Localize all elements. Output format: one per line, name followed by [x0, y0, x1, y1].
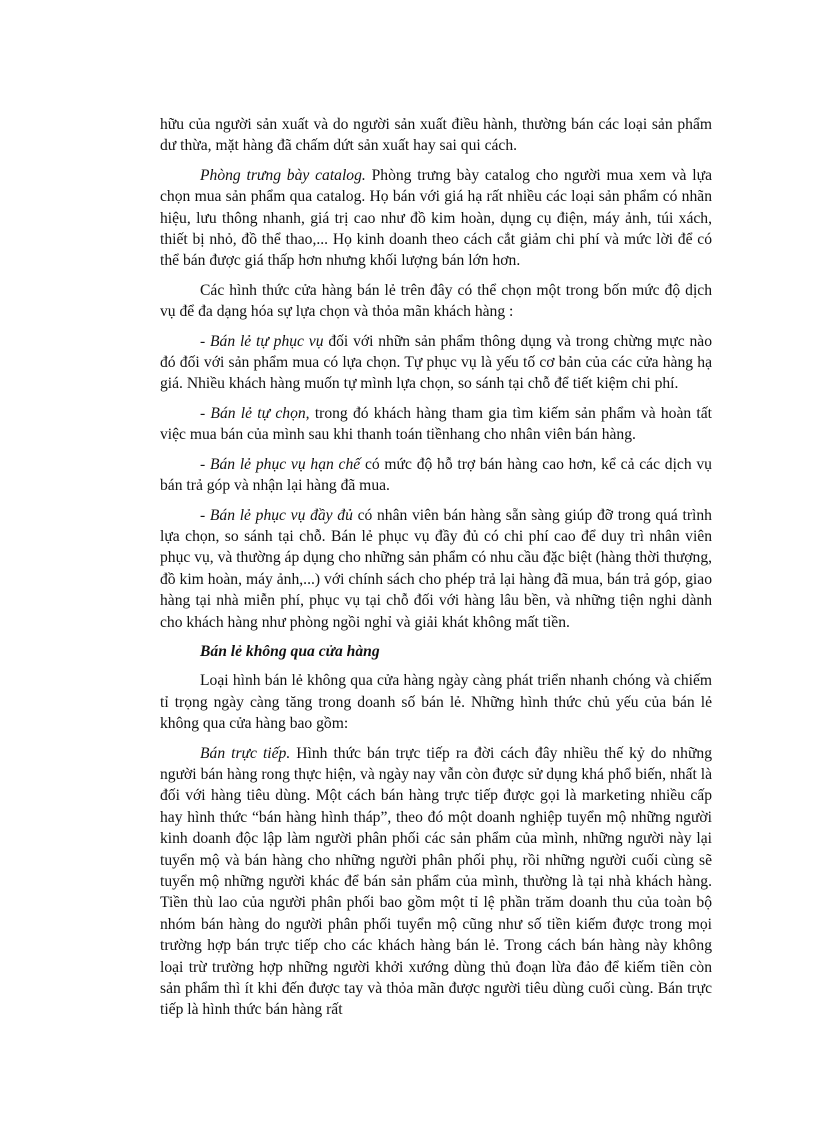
term-limited-service: - Bán lẻ phục vụ hạn chế: [200, 455, 361, 473]
paragraph-service-levels: Các hình thức cửa hàng bán lẻ trên đây có thể chọn một trong bốn mức độ dịch vụ để đa dạng hóa sự lựa chọn và thỏa mãn khách hàng :: [160, 281, 712, 321]
paragraph-catalog-showroom: Phòng trưng bày catalog. Phòng trưng bày catalog cho người mua xem và lựa chọn mua sản phẩm qua catalog. Họ bán với giá hạ rất nhiều các loại sản phẩm có nhãn hiệu, lưu thông nhanh, giá trị cao như đồ kim hoàn, dụng cụ điện, máy ảnh, túi xách, thiết bị nhỏ, đồ thể thao,... Họ kinh doanh theo cách cắt giảm chi phí và mức lời để có thể bán được giá thấp hơn nhưng khối lượng bán lớn hơn.: [160, 166, 712, 270]
paragraph-continuation: hữu của người sản xuất và do người sản xuất điều hành, thường bán các loại sản phẩm dư thừa, mặt hàng đã chấm dứt sản xuất hay sai qui cách.: [160, 116, 712, 155]
term-self-service: - Bán lẻ tự phục vụ: [200, 332, 324, 350]
document-page: [160, 114, 712, 1029]
paragraph-self-service: - Bán lẻ tự phục vụ đối với nhữn sản phẩm thông dụng và trong chừng mực nào đó đối với sản phẩm mua có lựa chọn. Tự phục vụ là yếu tố cơ bản của các cửa hàng hạ giá. Nhiều khách hàng muốn tự mình lựa chọn, so sánh tại chỗ để tiết kiệm chi phí.: [160, 332, 712, 393]
term-self-selection: - Bán lẻ tự chọn,: [200, 404, 310, 422]
paragraph-self-selection: - Bán lẻ tự chọn, trong đó khách hàng tham gia tìm kiếm sản phẩm và hoàn tất việc mua bán của mình sau khi thanh toán tiềnhang cho nhân viên bán hàng.: [160, 404, 712, 444]
paragraph-full-service: - Bán lẻ phục vụ đầy đủ có nhân viên bán hàng sẵn sàng giúp đỡ trong quá trình lựa chọn, so sánh tại chỗ. Bán lẻ phục vụ đầy đủ có chi phí cao để duy trì nhân viên phục vụ, và thường áp dụng cho những sản phẩm có nhu cầu đặc biệt (hàng thời thượng, đồ kim hoàn, máy ảnh,...) với chính sách cho phép trả lại hàng đã mua, bán trả góp, giao hàng tại nhà miễn phí, phục vụ tại chỗ đối với hàng lâu bền, và những tiện nghi dành cho khách hàng như phòng ngồi nghỉ và giải khát không mất tiền.: [160, 506, 713, 631]
paragraph-limited-service: - Bán lẻ phục vụ hạn chế có mức độ hỗ trợ bán hàng cao hơn, kể cả các dịch vụ bán trả góp và nhận lại hàng đã mua.: [160, 455, 712, 495]
term-direct-selling: Bán trực tiếp.: [200, 744, 291, 762]
paragraph-nonstore-intro: Loại hình bán lẻ không qua cửa hàng ngày càng phát triển nhanh chóng và chiếm tỉ trọng ngày càng tăng trong doanh số bán lẻ. Những hình thức chủ yếu của bán lẻ không qua cửa hàng bao gồm:: [160, 672, 712, 733]
term-catalog-showroom: Phòng trưng bày catalog.: [200, 166, 366, 184]
paragraph-direct-selling: Bán trực tiếp. Hình thức bán trực tiếp ra đời cách đây nhiều thế kỷ do những người bán hàng rong thực hiện, và ngày nay vẫn còn được sử dụng khá phổ biến, nhất là đối với hàng tiêu dùng. Một cách bán hàng trực tiếp được gọi là marketing nhiều cấp hay hình thức “bán hàng hình tháp”, theo đó một doanh nghiệp tuyển mộ những người kinh doanh độc lập làm người phân phối các sản phẩm của mình, những người này lại tuyển mộ và bán hàng cho những người phân phối phụ, rồi những người cuối cùng sẽ tuyển mộ những người khác để bán sản phẩm của mình, thường là tại nhà khách hàng. Tiền thù lao của người phân phối bao gồm một tỉ lệ phần trăm doanh thu của toàn bộ nhóm bán hàng do người phân phối tuyển mộ cũng như số tiền kiếm được trong mọi trường hợp bán trực tiếp cho các khách hàng bán lẻ. Trong cách bán hàng này không loại trừ trường hợp những người khởi xướng dùng thủ đoạn lừa đảo để kiếm tiền còn sản phẩm thì ít khi đến được tay và thỏa mãn được người tiêu dùng cuối cùng. Bán trực tiếp là hình thức bán hàng rất: [160, 744, 713, 1019]
section-heading: Bán lẻ không qua cửa hàng: [200, 642, 380, 660]
term-full-service: - Bán lẻ phục vụ đầy đủ: [200, 506, 353, 524]
